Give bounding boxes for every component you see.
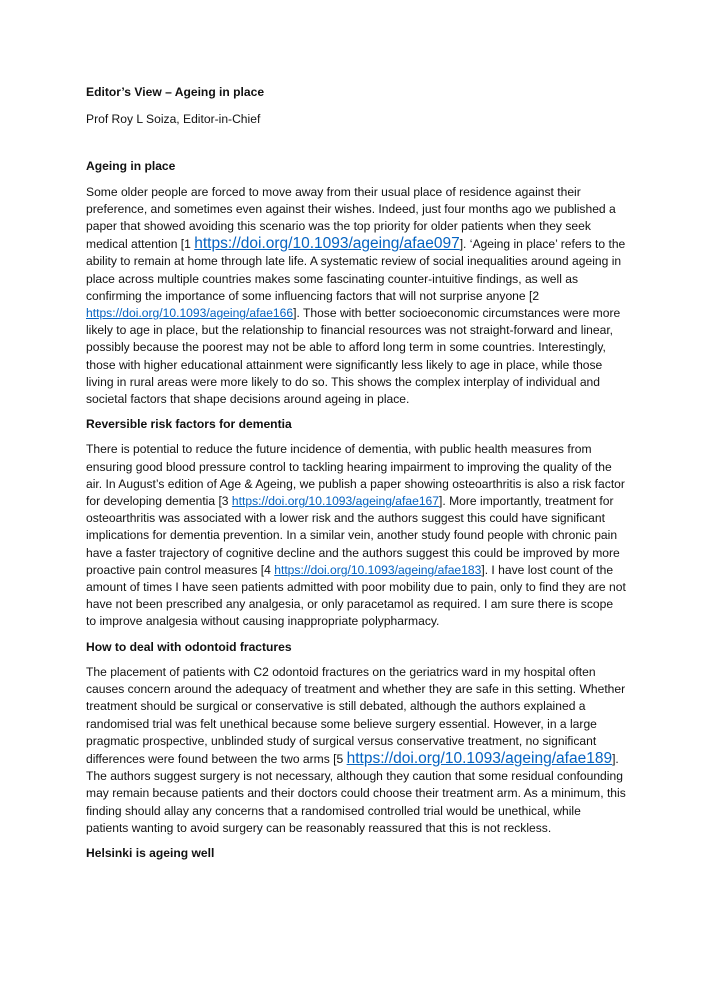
section-paragraph (86, 441, 626, 630)
paragraph-text: There is potential to reduce the future incidence of dementia, with public health measures from ensuring good blood pressure control to tackling hearing impairment to improving the quality of the air. In August’s edition of Age & Ageing, we publish a paper showing osteoarthritis is also a risk factor for developing dementia [3 (86, 442, 625, 509)
section-heading-dementia: Reversible risk factors for dementia (86, 417, 292, 432)
paragraph-text: Some older people are forced to move away from their usual place of residence against their preference, and sometimes even against their wishes. Indeed, just four months ago we published a paper that showed avoiding this scenario was the top priority for older patients when they seek medical attention [1 (86, 184, 616, 252)
author-line: Prof Roy L Soiza, Editor-in-Chief (86, 112, 261, 127)
document-body (86, 84, 626, 870)
doi-link-ref-3[interactable]: https://doi.org/10.1093/ageing/afae167 (231, 494, 440, 509)
doi-link-ref-4[interactable]: https://doi.org/10.1093/ageing/afae183 (274, 562, 482, 577)
section-heading-odontoid-fractures: How to deal with odontoid fractures (86, 639, 292, 654)
doi-link-ref-1[interactable]: https://doi.org/10.1093/ageing/afae097 (194, 235, 460, 253)
paragraph-text: The placement of patients with C2 odontoid fractures on the geriatrics ward in my hospital often causes concern around the adequacy of treatment and whether they are safe in this setting. Whether treatment should be surgical or conservative is still debated, although the authors explained a randomised trial was felt unethical because some believe surgery essential. However, in a large pragmatic prospective, unblinded study of surgical versus conservative treatment, no significant differences were found between the two arms [5 (86, 664, 626, 766)
section-heading-ageing-in-place: Ageing in place (86, 159, 176, 174)
paragraph-text: ]. I have lost count of the amount of times I have seen patients admitted with poor mobility due to pain, only to find they are not have not been prescribed any analgesia, or only paracetamol as required. I am sure there is scope to improve analgesia without causing inappropriate polypharmacy. (86, 562, 626, 629)
paragraph-text: ]. The authors suggest surgery is not necessary, although they caution that some residual confounding may remain because patients and their doctors could choose their treatment arm. As a minimum, this finding should allay any concerns that a randomised controlled trial would be unethical, while patients wanting to avoid surgery can be reasonably reassured that this is not reckless. (86, 751, 626, 835)
section-heading-helsinki: Helsinki is ageing well (86, 845, 215, 860)
paragraph-text: ]. Those with better socioeconomic circumstances were more likely to age in place, but the relationship to financial resources was not straight-forward and linear, possibly because the poorest may not be able to afford long term in some countries. Interestingly, those with higher educational attainment were significantly less likely to age in place, while those living in rural areas were more likely to do so. This shows the complex interplay of individual and societal factors that shape decisions around ageing in place. (86, 306, 621, 407)
paragraph-text: ]. ‘Ageing in place’ refers to the ability to remain at home through late life. A systematic review of social inequalities around ageing in place across multiple countries makes some fascinating counter-intuitive findings, as well as confirming the importance of some influencing factors that will not surprise anyone [2 (86, 237, 626, 303)
doi-link-ref-2[interactable]: https://doi.org/10.1093/ageing/afae166 (86, 306, 294, 321)
section-paragraph (86, 664, 626, 837)
section-paragraph (86, 184, 626, 409)
document-title: Editor’s View – Ageing in place (86, 85, 265, 99)
doi-link-ref-5[interactable]: https://doi.org/10.1093/ageing/afae189 (346, 749, 613, 767)
paragraph-text: ]. More importantly, treatment for osteoarthritis was associated with a lower risk and the authors suggest this could have significant implications for dementia prevention. In a similar vein, another study found people with chronic pain have a faster trajectory of cognitive decline and the authors suggest this could be improved by more proactive pain control measures [4 (86, 494, 620, 577)
